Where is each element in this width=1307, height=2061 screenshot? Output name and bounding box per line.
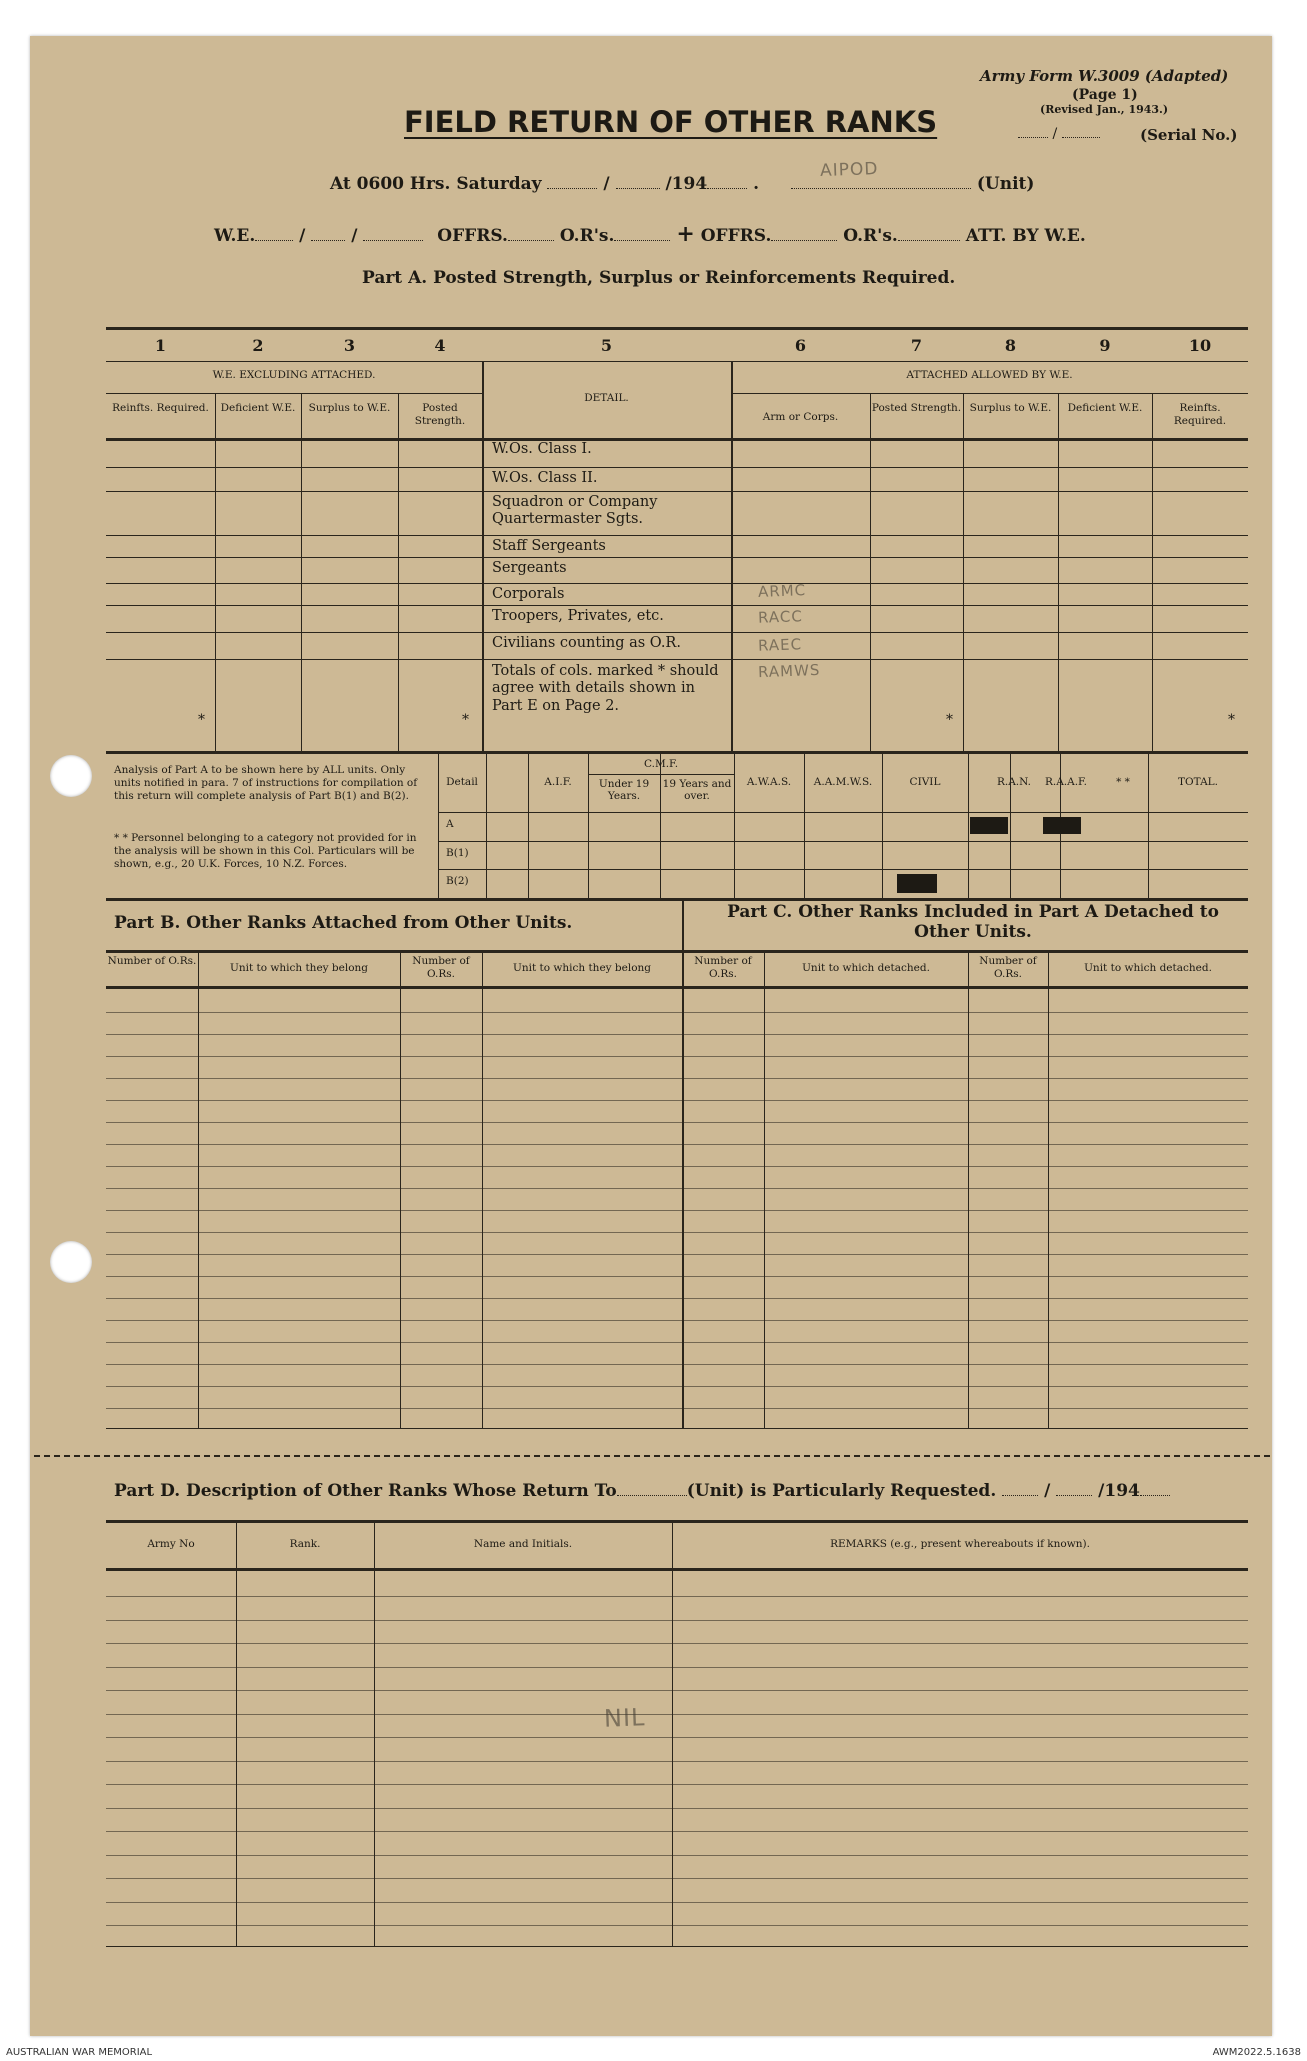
row-label-1: W.Os. Class I. [492, 441, 592, 457]
part-d-title-a: Part D. Description of Other Ranks Whose Return To [114, 1481, 617, 1501]
corporals-arm: RACC [757, 607, 804, 627]
punch-hole [50, 1241, 92, 1283]
row-label-4: Staff Sergeants [492, 538, 606, 554]
punch-hole [50, 755, 92, 797]
at-label: At 0600 Hrs. Saturday [330, 174, 542, 194]
col-number-5: 5 [600, 336, 613, 355]
analysis-civil: CIVIL [909, 776, 941, 788]
part-b-num-header: Number of O.Rs. [107, 955, 197, 967]
unit-handwriting: AIPOD [819, 158, 879, 182]
right-col-header-3: Surplus to W.E. [969, 402, 1052, 414]
right-col-header-2: Posted Strength. [871, 402, 962, 414]
form-sheet [30, 36, 1272, 2036]
left-col-header-4: Posted Strength. [414, 402, 466, 427]
att-label: ATT. BY W.E. [965, 226, 1086, 246]
page-title: FIELD RETURN OF OTHER RANKS [404, 105, 938, 139]
row-label-2: W.Os. Class II. [492, 470, 598, 486]
analysis-aamws: A.A.M.W.S. [813, 776, 873, 788]
group-left-header: W.E. EXCLUDING ATTACHED. [212, 369, 376, 381]
analysis-aif: A.I.F. [544, 776, 572, 788]
analysis-detail: Detail [446, 776, 478, 788]
part-c-num-header: Number of O.Rs. [694, 955, 752, 980]
offrs-label-2: OFFRS. [700, 226, 772, 246]
col-number-6: 6 [794, 336, 807, 355]
part-d-col-4: REMARKS (e.g., present whereabouts if known). [830, 1538, 1090, 1550]
analysis-ran: R.A.N. [996, 776, 1032, 788]
part-d-col-1: Army No [147, 1538, 195, 1550]
sergeants-arm: ARMC [757, 581, 807, 601]
row-label-8: Civilians counting as O.R. [492, 635, 681, 651]
star-col2: * [198, 712, 205, 728]
analysis-awas: A.W.A.S. [746, 776, 792, 788]
star-col10: * [1228, 712, 1235, 728]
analysis-over19: 19 Years and over. [662, 778, 732, 803]
analysis-raaf: R.A.A.F. [1044, 776, 1088, 788]
analysis-row-1: A [446, 818, 454, 830]
part-b-unit-header: Unit to which they belong [229, 962, 369, 974]
part-c-num-header-2: Number of O.Rs. [979, 955, 1037, 980]
blocked-ran [970, 817, 1008, 834]
civilians-arm: RAMWS [757, 660, 821, 682]
row-label-3: Squadron or Company Quartermaster Sgts. [492, 494, 658, 528]
page-number: (Page 1) [1072, 87, 1138, 103]
blocked-civil [897, 874, 937, 893]
footer-right: AWM2022.5.1638 [1212, 2047, 1301, 2058]
analysis-note-2: * * Personnel belonging to a category not provided for in the analysis will be shown in this Col. Particulars will be shown, e.g., 20 U.K. Forces, 10 N.Z. Forces. [114, 832, 417, 871]
part-d-col-3: Name and Initials. [473, 1538, 573, 1550]
revised-date: (Revised Jan., 1943.) [1040, 103, 1169, 116]
star-col4: * [462, 712, 469, 728]
analysis-stars: * * [1116, 776, 1130, 788]
part-b-num-header-2: Number of O.Rs. [412, 955, 470, 980]
offrs-label: OFFRS. [437, 226, 508, 246]
analysis-under19: Under 19 Years. [598, 778, 650, 803]
right-col-header-1: Arm or Corps. [762, 411, 839, 423]
part-b-title: Part B. Other Ranks Attached from Other Units. [114, 913, 573, 933]
unit-label: (Unit) [976, 174, 1035, 194]
year: 194 [671, 174, 708, 194]
col-number-9: 9 [1099, 336, 1111, 355]
part-d-year: 194 [1104, 1481, 1140, 1501]
form-id: Army Form W.3009 (Adapted) [980, 67, 1229, 85]
troopers-arm: RAEC [757, 635, 803, 655]
plus-sign: + [676, 221, 695, 247]
part-b-unit-header-2: Unit to which they belong [512, 962, 652, 974]
analysis-cmf: C.M.F. [643, 758, 679, 770]
analysis-note: Analysis of Part A to be shown here by ALL units. Only units notified in para. 7 of instructions for compilation of this return will complete analysis of Part B(1) and B(2). [114, 764, 418, 803]
left-col-header-3: Surplus to W.E. [308, 402, 391, 414]
col-number-7: 7 [910, 336, 923, 355]
row-label-9: Totals of cols. marked * should agree with details shown in Part E on Page 2. [492, 663, 719, 714]
right-col-header-5: Reinfts. Required. [1173, 402, 1227, 427]
part-c-unit-header-2: Unit to which detached. [1084, 962, 1212, 974]
col-number-1: 1 [154, 336, 167, 355]
row-label-5: Sergeants [492, 560, 567, 576]
col-number-10: 10 [1188, 336, 1212, 355]
part-c-title: Part C. Other Ranks Included in Part A Detached to Other Units. [727, 902, 1219, 943]
serial-label: (Serial No.) [1140, 126, 1238, 144]
row-label-7: Troopers, Privates, etc. [492, 608, 664, 624]
left-col-header-1: Reinfts. Required. [112, 402, 209, 414]
star-col7: * [946, 712, 953, 728]
analysis-row-2: B(1) [446, 847, 469, 859]
footer-left: AUSTRALIAN WAR MEMORIAL [6, 2047, 153, 2058]
part-d-title-b: (Unit) is Particularly Requested. [686, 1481, 997, 1501]
blocked-raaf [1043, 817, 1081, 834]
col-number-2: 2 [252, 336, 264, 355]
we-label: W.E. [214, 226, 256, 246]
part-a-title: Part A. Posted Strength, Surplus or Reinforcements Required. [362, 268, 956, 288]
nil-handwriting: NIL [603, 1703, 646, 1733]
col-number-8: 8 [1004, 336, 1017, 355]
ors-label: O.R's. [559, 226, 615, 246]
right-col-header-4: Deficient W.E. [1067, 402, 1143, 414]
col-number-3: 3 [343, 336, 356, 355]
row-label-6: Corporals [492, 586, 565, 602]
analysis-total: TOTAL. [1178, 776, 1218, 788]
left-col-header-2: Deficient W.E. [220, 402, 296, 414]
part-d-col-2: Rank. [289, 1538, 321, 1550]
ors-label-2: O.R's. [843, 226, 898, 246]
col-number-4: 4 [434, 336, 446, 355]
analysis-row-3: B(2) [446, 875, 469, 887]
detail-header: DETAIL. [584, 392, 629, 404]
group-right-header: ATTACHED ALLOWED BY W.E. [906, 369, 1073, 381]
part-c-unit-header: Unit to which detached. [802, 962, 930, 974]
